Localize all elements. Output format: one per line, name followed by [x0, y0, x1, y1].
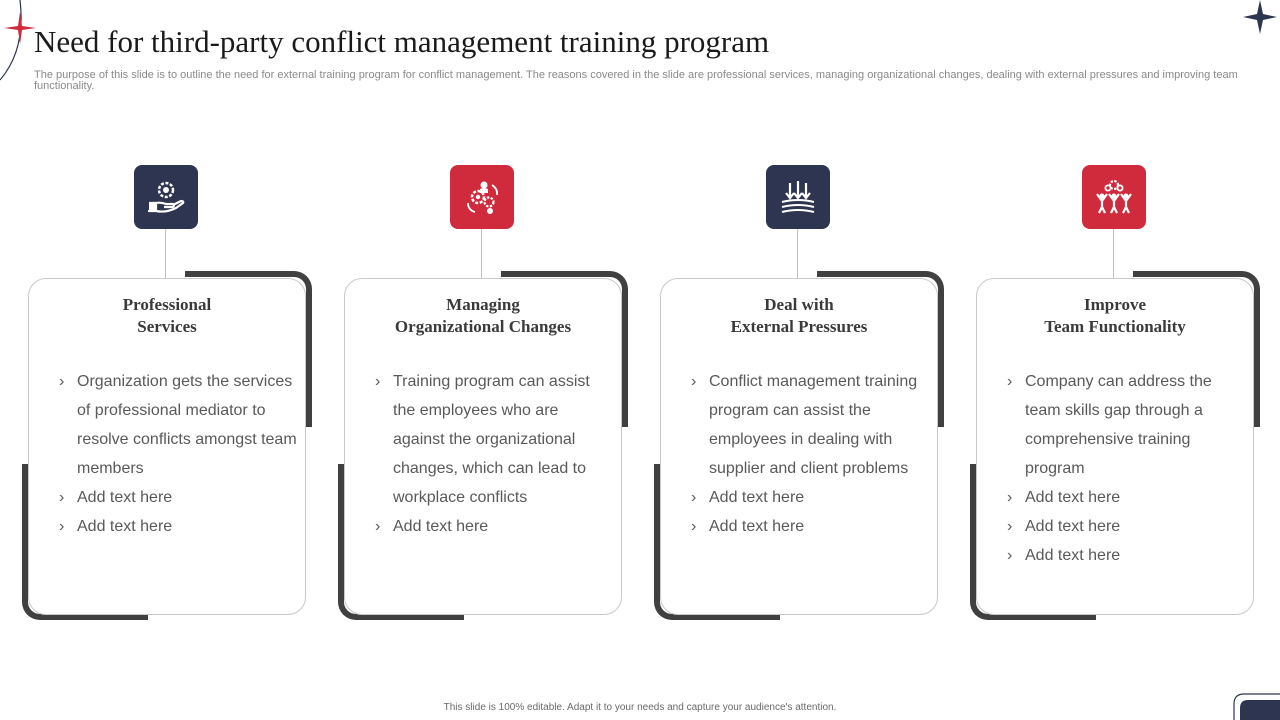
card-title: Professional Services: [122, 295, 212, 336]
bullet-list: [57, 367, 297, 541]
column-external-pressures: [660, 165, 950, 625]
bullet-item: › Add text here: [57, 512, 297, 541]
bullet-list: [689, 367, 929, 541]
footer-note: This slide is 100% editable. Adapt it to your needs and capture your audience's attention.: [443, 702, 837, 713]
bullet-item: › Conflict management training program can assist the employees in dealing with supplier and client problems: [689, 367, 929, 483]
connector-line: [1113, 229, 1114, 278]
bullet-item: › Organization gets the services of professional mediator to resolve conflicts amongst team members: [57, 367, 297, 483]
info-card: [344, 278, 622, 615]
team-gear-icon: [1082, 165, 1146, 229]
connector-line: [165, 229, 166, 278]
bullet-item: › Add text here: [689, 483, 929, 512]
pressure-arrows-icon: [766, 165, 830, 229]
info-card: [28, 278, 306, 615]
page-title: Need for third-party conflict management training program: [34, 24, 770, 59]
bullet-item: › Add text here: [1005, 541, 1245, 570]
info-card: [976, 278, 1254, 615]
connector-line: [481, 229, 482, 278]
gears-cycle-icon: [450, 165, 514, 229]
bullet-item: › Add text here: [373, 512, 613, 541]
corner-star-icon: [1230, 0, 1280, 50]
bullet-item: › Training program can assist the employees who are against the organizational changes, which can lead to workplace conflicts: [373, 367, 613, 512]
card-title: Improve Team Functionality: [1044, 295, 1186, 336]
page-subtitle: The purpose of this slide is to outline the need for external training program for conflict management. The reasons covered in the slide are professional services, managing organizational changes, dealing with external pressures and improving team functionality.: [34, 69, 1238, 92]
bullet-list: [373, 367, 613, 541]
connector-line: [797, 229, 798, 278]
bullet-item: › Add text here: [689, 512, 929, 541]
card-title: Deal with External Pressures: [730, 295, 868, 336]
column-team-functionality: [976, 165, 1266, 625]
bullet-item: › Company can address the team skills gap through a comprehensive training program: [1005, 367, 1245, 483]
hand-gear-icon: [134, 165, 198, 229]
bullet-item: › Add text here: [1005, 512, 1245, 541]
column-professional-services: [28, 165, 318, 625]
bullet-list: [1005, 367, 1245, 570]
card-title: Managing Organizational Changes: [394, 295, 572, 336]
bullet-item: › Add text here: [1005, 483, 1245, 512]
bullet-item: › Add text here: [57, 483, 297, 512]
column-managing-changes: [344, 165, 634, 625]
info-card: [660, 278, 938, 615]
